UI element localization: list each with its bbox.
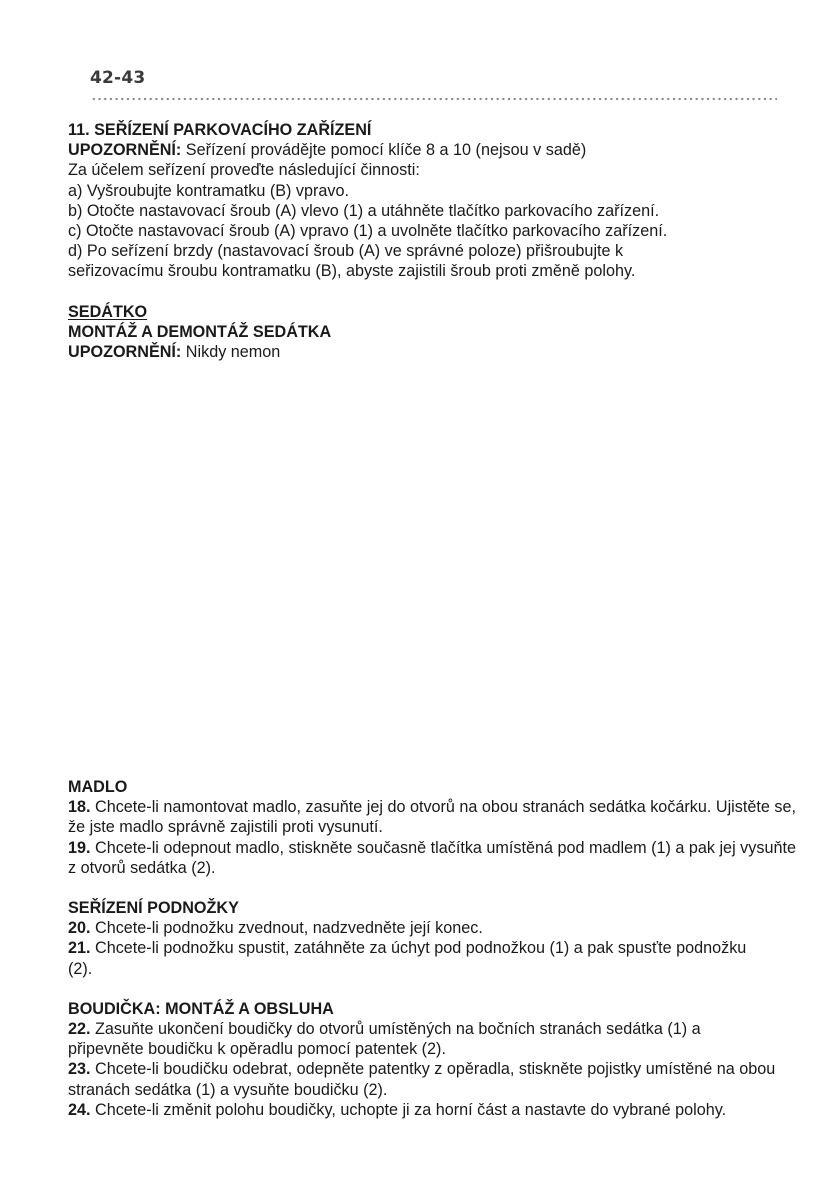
item-number: 23. xyxy=(68,1060,91,1079)
seat-warning xyxy=(68,342,803,362)
list-item xyxy=(68,1059,803,1099)
footrest-title: SEŘÍZENÍ PODNOŽKY xyxy=(68,899,239,918)
seat-warning-label: UPOZORNĚNÍ: xyxy=(68,343,182,362)
item-number: 24. xyxy=(68,1100,91,1119)
step-a: a) Vyšroubujte kontramatku (B) vpravo. xyxy=(68,181,349,200)
item-number: 19. xyxy=(68,838,91,857)
warning-label: UPOZORNĚNÍ: xyxy=(68,141,182,160)
list-item xyxy=(68,1100,768,1120)
item-text: Chcete-li boudičku odebrat, odepněte patentky z opěradla, stiskněte pojistky umístěné na obou stranách sedátka (1) a vysuňte boudičku (2). xyxy=(68,1060,776,1099)
item-number: 21. xyxy=(68,939,91,958)
seat-warning-text: Nikdy nemon xyxy=(181,343,281,362)
list-item xyxy=(68,918,803,938)
item-text: Chcete-li podnožku spustit, zatáhněte za úchyt pod podnožkou (1) a pak spusťte podnožku (2). xyxy=(68,939,747,978)
warning-text: Seřízení provádějte pomocí klíče 8 a 10 (nejsou v sadě) xyxy=(181,141,587,160)
step-b: b) Otočte nastavovací šroub (A) vlevo (1) a utáhněte tlačítko parkovacího zařízení. xyxy=(68,201,660,220)
item-number: 20. xyxy=(68,919,91,938)
section-lower xyxy=(68,777,803,1120)
item-text: Chcete-li namontovat madlo, zasuňte jej do otvorů na obou stranách sedátka kočárku. Ujistěte se, že jste madlo správně zajistili proti vysunutí. xyxy=(68,798,796,837)
warning-paragraph xyxy=(68,140,803,160)
section-parking-brake xyxy=(68,120,803,362)
list-item xyxy=(68,1019,768,1059)
seat-title: SEDÁTKO xyxy=(68,302,148,321)
item-number: 22. xyxy=(68,1020,91,1039)
item-text: Chcete-li podnožku zvednout, nadzvedněte její konec. xyxy=(90,919,483,938)
canopy-title: BOUDIČKA: MONTÁŽ A OBSLUHA xyxy=(68,999,334,1018)
item-number: 18. xyxy=(68,798,91,817)
page-number: 42-43 xyxy=(90,68,146,88)
step-d: d) Po seřízení brzdy (nastavovací šroub (A) ve správné poloze) přišroubujte k seřizovacímu šroubu kontramatku (B), abyste zajistili šroub proti změně polohy. xyxy=(68,242,636,281)
dotted-divider xyxy=(91,97,777,101)
step-c: c) Otočte nastavovací šroub (A) vpravo (1) a uvolněte tlačítko parkovacího zařízení. xyxy=(68,222,668,241)
item-text: Zasuňte ukončení boudičky do otvorů umístěných na bočních stranách sedátka (1) a připevněte boudičku k opěradlu pomocí patentek (2). xyxy=(68,1020,701,1059)
list-item xyxy=(68,938,758,978)
seat-subtitle: MONTÁŽ A DEMONTÁŽ SEDÁTKA xyxy=(68,322,332,341)
item-text: Chcete-li změnit polohu boudičky, uchopte ji za horní část a nastavte do vybrané polohy. xyxy=(90,1100,727,1119)
intro-text: Za účelem seřízení proveďte následující činnosti: xyxy=(68,161,420,180)
section-title: 11. SEŘÍZENÍ PARKOVACÍHO ZAŘÍZENÍ xyxy=(68,121,372,139)
handle-title: MADLO xyxy=(68,778,128,796)
item-text: Chcete-li odepnout madlo, stiskněte současně tlačítka umístěná pod madlem (1) a pak jej vysuňte z otvorů sedátka (2). xyxy=(68,838,796,877)
list-item xyxy=(68,838,803,878)
list-item xyxy=(68,797,803,837)
